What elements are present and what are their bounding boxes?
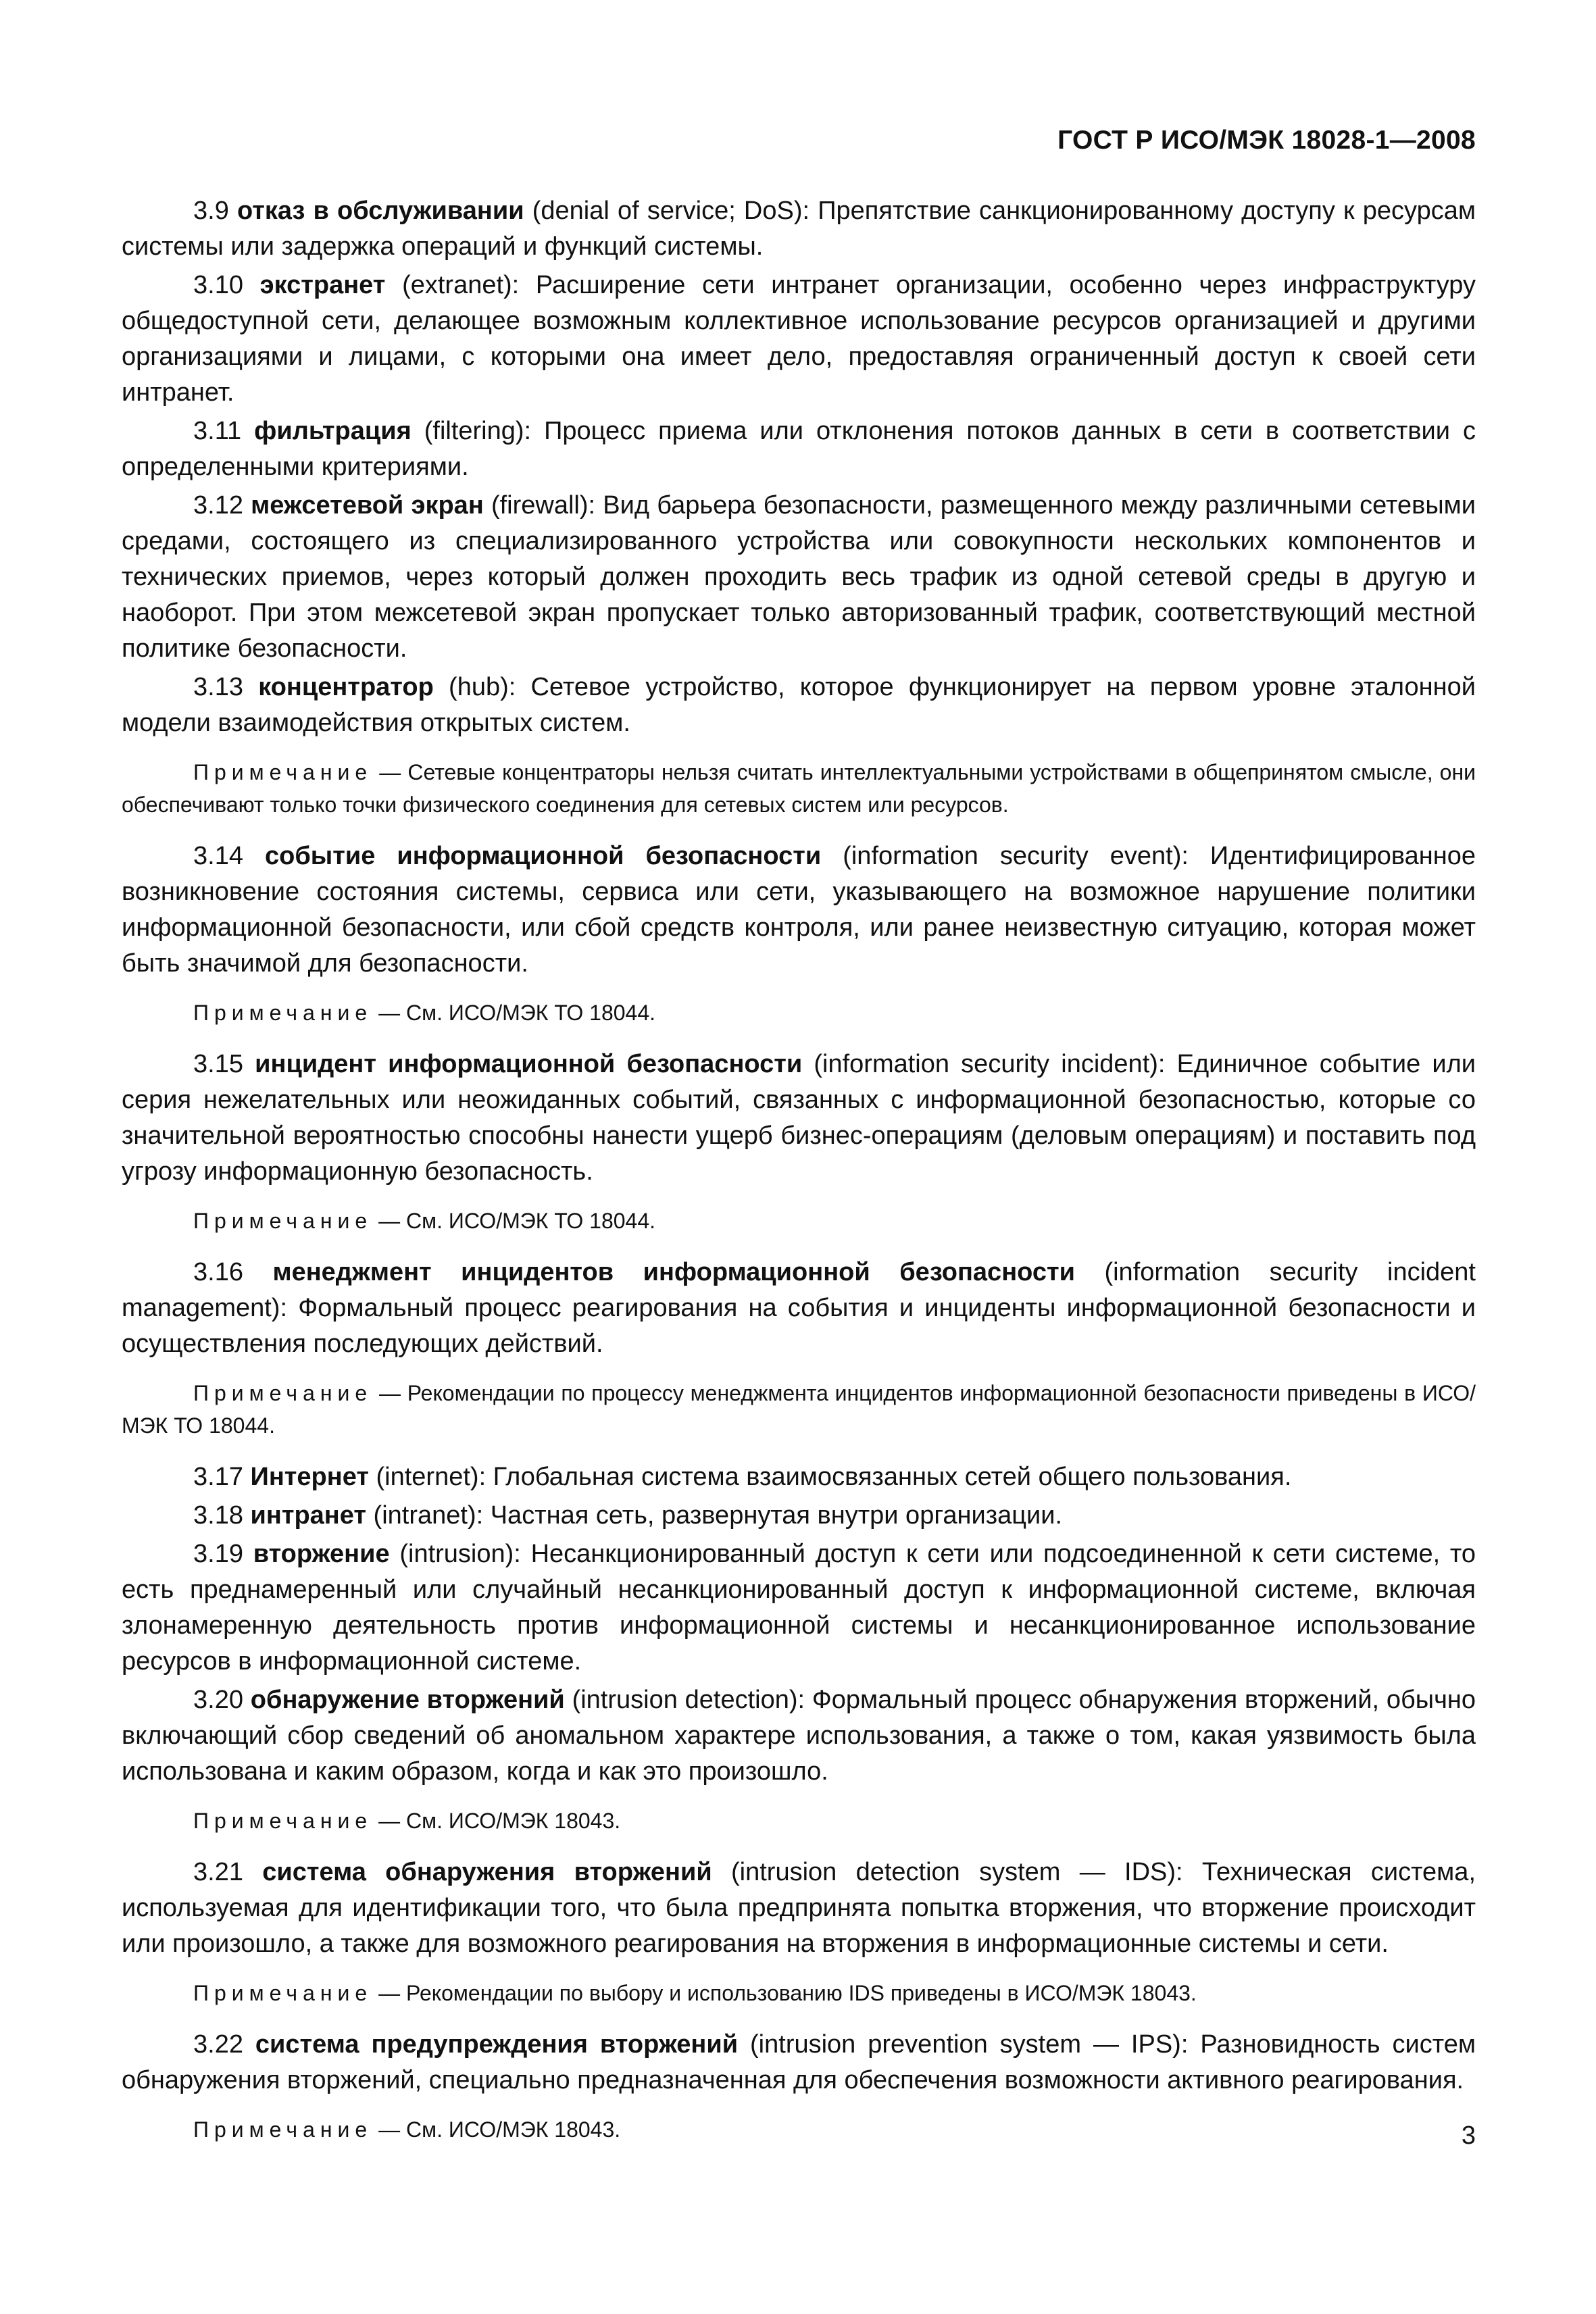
term-definition: (information security incident): Единичное событие или серия нежелательных или неожиданных событий, связанных с информационной безопасностью, которые со значительной вероятностью способны нанести ущерб бизнес-операциям (деловым операциям) и поставить под угрозу информационную безопасность. [122,1050,1476,1186]
term-number: 3.12 [193,491,243,520]
term-number: 3.11 [193,417,242,445]
note-label: Примечание [193,2117,373,2142]
term-entry [122,413,1476,485]
term-entry [122,1459,1476,1495]
note-label: Примечание [193,1809,373,1833]
term-number: 3.17 [193,1463,243,1491]
term-name: межсетевой экран [251,491,484,520]
standard-designation: ГОСТ Р ИСО/МЭК 18028-1—2008 [1057,126,1476,155]
term-entry [122,488,1476,667]
term-number: 3.10 [193,271,243,299]
term-name: вторжение [253,1540,390,1568]
note-label: Примечание [193,1209,373,1233]
term-definition: (intranet): Частная сеть, развернутая внутри организации. [366,1501,1063,1530]
note-text: — См. ИСО/МЭК ТО 18044. [372,1001,656,1025]
term-name: обнаружение вторжений [250,1686,565,1714]
term-definition: (extranet): Расширение сети интранет организации, особенно через инфраструктуру общедоступной сети, делающее возможным коллективное использование ресурсов организацией и другими организациями и лицами, с которыми она имеет дело, предоставляя ограниченный доступ к своей сети интранет. [122,271,1476,407]
term-entry [122,670,1476,741]
term-entry [122,193,1476,265]
note-label: Примечание [193,1381,373,1405]
note-text: — Рекомендации по процессу менеджмента инцидентов информационной безопасности приведены в ИСО/МЭК ТО 18044. [122,1381,1476,1438]
term-name: концентратор [258,673,434,701]
term-number: 3.18 [193,1501,243,1530]
term-entry [122,1047,1476,1190]
term-note [122,1805,1476,1837]
term-name: событие информационной безопасности [264,842,822,870]
note-label: Примечание [193,1981,373,2005]
term-definition: (intrusion detection system — IDS): Техническая система, используемая для идентификации того, что была предпринята попытка вторжения, что вторжение происходит или произошло, а также для возможного реагирования на вторжения в информационные системы и сети. [122,1858,1476,1958]
term-name: система обнаружения вторжений [262,1858,712,1886]
term-name: интранет [250,1501,366,1530]
note-text: — См. ИСО/МЭК 18043. [372,2117,621,2142]
term-note [122,1205,1476,1237]
term-note [122,1977,1476,2009]
note-text: — См. ИСО/МЭК ТО 18044. [372,1209,656,1233]
term-entry [122,1255,1476,1362]
term-name: отказ в обслуживании [237,197,524,225]
term-number: 3.22 [193,2030,243,2059]
term-number: 3.15 [193,1050,243,1078]
term-entry [122,838,1476,982]
term-name: фильтрация [254,417,412,445]
term-definition: (hub): Сетевое устройство, которое функционирует на первом уровне эталонной модели взаимодействия открытых систем. [122,673,1476,737]
term-entry [122,1498,1476,1534]
page-number: 3 [1461,2121,1476,2150]
term-note [122,756,1476,821]
term-definition: (firewall): Вид барьера безопасности, размещенного между различными сетевыми средами, состоящего из специализированного устройства или совокупности нескольких компонентов и технических приемов, через который должен проходить весь трафик из одной сетевой среды в другую и наоборот. При этом межсетевой экран пропускает только авторизованный трафик, соответствующий местной политике безопасности. [122,491,1476,663]
term-note [122,1377,1476,1442]
term-definition: (internet): Глобальная система взаимосвязанных сетей общего пользования. [368,1463,1292,1491]
term-entry [122,2027,1476,2098]
term-note [122,997,1476,1029]
term-entry [122,268,1476,411]
term-name: инцидент информационной безопасности [255,1050,803,1078]
term-number: 3.13 [193,673,243,701]
note-text: — См. ИСО/МЭК 18043. [372,1809,621,1833]
term-name: экстранет [259,271,386,299]
note-text: — Рекомендации по выбору и использованию IDS приведены в ИСО/МЭК 18043. [372,1981,1197,2005]
note-label: Примечание [193,760,373,784]
term-name: Интернет [250,1463,369,1491]
terms-section [122,193,1476,2163]
term-name: менеджмент инцидентов информационной безопасности [272,1258,1075,1286]
term-definition: (filtering): Процесс приема или отклонения потоков данных в сети в соответствии с определенными критериями. [122,417,1476,481]
term-number: 3.16 [193,1258,243,1286]
note-label: Примечание [193,1001,373,1025]
term-number: 3.19 [193,1540,243,1568]
term-number: 3.20 [193,1686,243,1714]
term-entry [122,1536,1476,1680]
term-definition: (intrusion detection): Формальный процесс обнаружения вторжений, обычно включающий сбор сведений об аномальном характере использования, а также о том, какая уязвимость была использована и каким образом, когда и как это произошло. [122,1686,1476,1786]
note-text: — Сетевые концентраторы нельзя считать интеллектуальными устройствами в общепринятом смысле, они обеспечивают только точки физического соединения для сетевых систем или ресурсов. [122,760,1476,817]
term-name: система предупреждения вторжений [255,2030,739,2059]
term-number: 3.14 [193,842,243,870]
term-definition: (intrusion prevention system — IPS): Разновидность систем обнаружения вторжений, специально предназначенная для обеспечения возможности активного реагирования. [122,2030,1476,2094]
term-entry [122,1682,1476,1790]
term-number: 3.21 [193,1858,243,1886]
term-definition: (denial of service; DoS): Препятствие санкционированному доступу к ресурсам системы или задержка операций и функций системы. [122,197,1476,261]
term-definition: (information security incident management): Формальный процесс реагирования на события и инциденты информационной безопасности и осуществления последующих действий. [122,1258,1476,1358]
term-number: 3.9 [193,197,229,225]
term-definition: (intrusion): Несанкционированный доступ к сети или подсоединенной к сети системе, то есть преднамеренный или случайный несанкционированный доступ к информационной системе, включая злонамеренную деятельность против информационной системы и несанкционированное использование ресурсов в информационной системе. [122,1540,1476,1676]
term-definition: (information security event): Идентифицированное возникновение состояния системы, сервиса или сети, указывающего на возможное нарушение политики информационной безопасности, или сбой средств контроля, или ранее неизвестную ситуацию, которая может быть значимой для безопасности. [122,842,1476,978]
term-entry [122,1855,1476,1962]
